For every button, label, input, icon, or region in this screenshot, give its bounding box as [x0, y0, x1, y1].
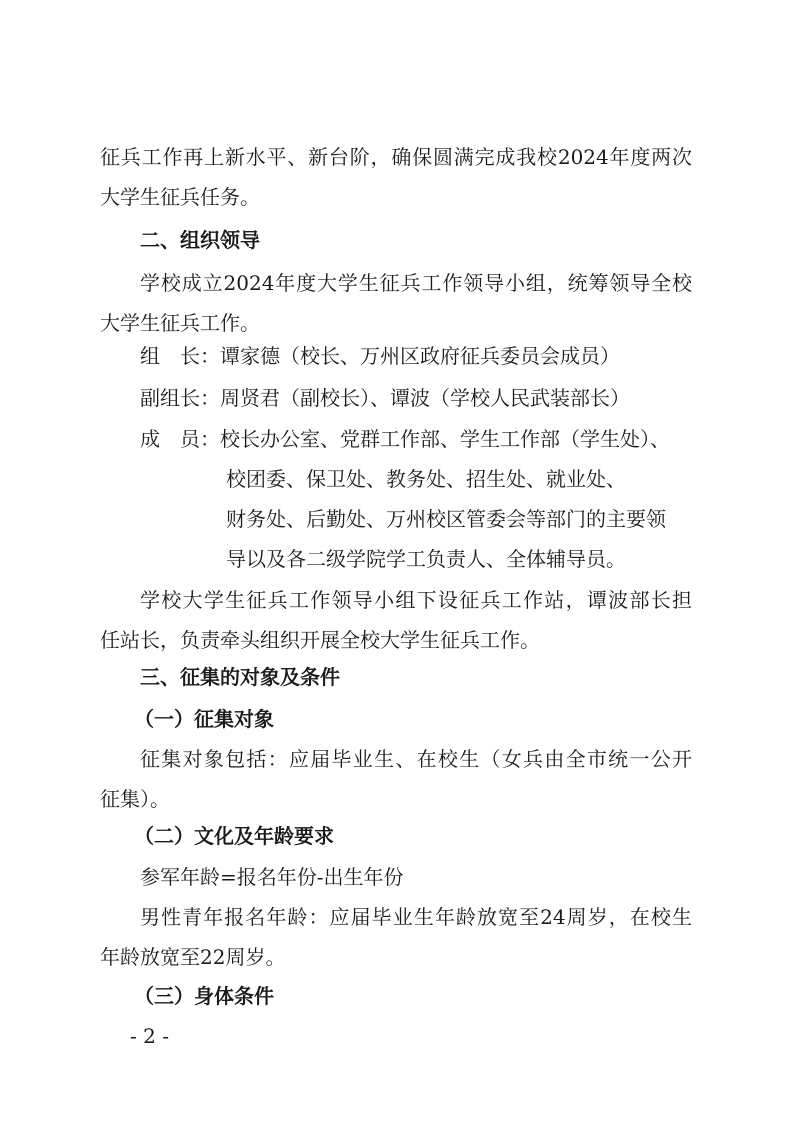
- vice-leader-line: 副组长：周贤君（副校长）、谭波（学校人民武装部长）: [140, 386, 630, 410]
- subsection-heading: （一）征集对象: [134, 707, 274, 731]
- paragraph-line: 征兵工作再上新水平、新台阶，确保圆满完成我校2024年度两次: [100, 145, 692, 169]
- paragraph-line: 年龄放宽至22周岁。: [100, 945, 286, 969]
- page-number: - 2 -: [130, 1024, 169, 1048]
- members-line: 财务处、后勤处、万州校区管委会等部门的主要领: [226, 507, 666, 531]
- paragraph-line: 大学生征兵任务。: [100, 185, 260, 209]
- section-heading: 三、征集的对象及条件: [140, 665, 340, 689]
- paragraph-line: 任站长，负责牵头组织开展全校大学生征兵工作。: [100, 628, 540, 652]
- section-heading: 二、组织领导: [140, 228, 260, 252]
- members-line: 导以及各二级学院学工负责人、全体辅导员。: [226, 547, 626, 571]
- subsection-heading: （三）身体条件: [134, 984, 274, 1008]
- members-line: 校团委、保卫处、教务处、招生处、就业处、: [226, 467, 626, 491]
- paragraph-line: 参军年龄=报名年份-出生年份: [140, 865, 404, 889]
- paragraph-line: 征集）。: [100, 787, 170, 811]
- members-line: 成 员：校长办公室、党群工作部、学生工作部（学生处）、: [140, 427, 670, 451]
- paragraph-line: 大学生征兵工作。: [100, 311, 260, 335]
- paragraph-line: 男性青年报名年龄：应届毕业生年龄放宽至24周岁，在校生: [140, 905, 692, 929]
- paragraph-line: 学校大学生征兵工作领导小组下设征兵工作站，谭波部长担: [140, 588, 692, 612]
- paragraph-line: 学校成立2024年度大学生征兵工作领导小组，统筹领导全校: [140, 271, 692, 295]
- leader-line: 组 长：谭家德（校长、万州区政府征兵委员会成员）: [140, 344, 620, 368]
- paragraph-line: 征集对象包括：应届毕业生、在校生（女兵由全市统一公开: [140, 747, 692, 771]
- subsection-heading: （二）文化及年龄要求: [134, 824, 334, 848]
